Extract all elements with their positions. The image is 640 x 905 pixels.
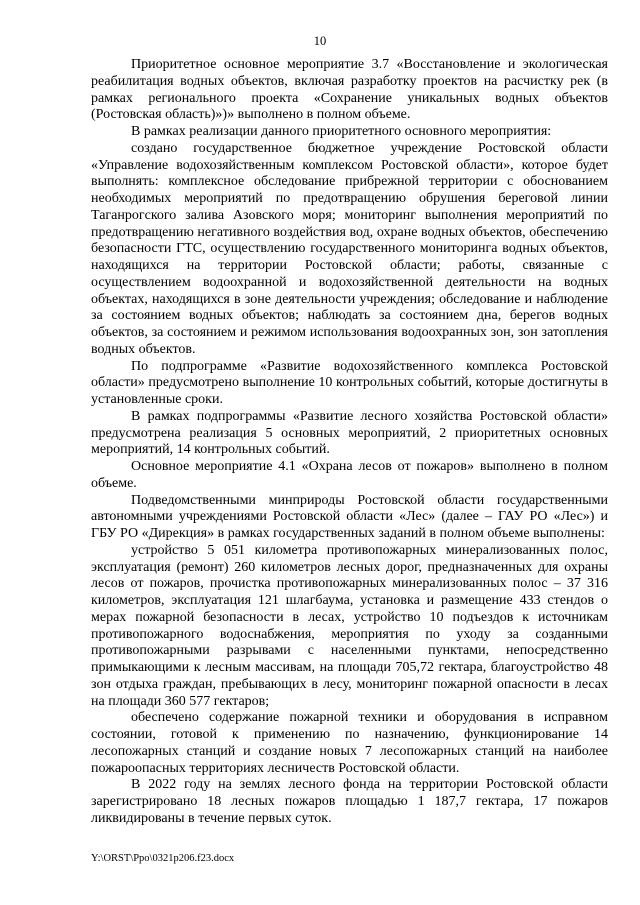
paragraph-water-subprogram: По подпрограмме «Развитие водохозяйственного комплекса Ростовской области» предусмотрено выполнение 10 контрольных событий, которые достигнуты в установленные сроки. [91, 358, 608, 407]
footer-file-path: Y:\ORST\Ppo\0321p206.f23.docx [91, 853, 235, 864]
paragraph-fire-equipment: обеспечено содержание пожарной техники и оборудования в исправном состоянии, готовой к применению по назначению, функционирование 14 лесопожарных станций и создание новых 7 лесопожарных станций на наиболее пожароопасных территориях лесничеств Ростовской области. [91, 710, 608, 776]
paragraph-subordinate-institutions: Подведомственными минприроды Ростовской области государственными автономными учреждениями Ростовской области «Лес» (далее – ГАУ РО «Лес») и ГБУ РО «Дирекция» в рамках государственных заданий в полном объеме выполнены: [91, 492, 608, 541]
document-body [91, 57, 608, 828]
paragraph-fires-2022: В 2022 году на землях лесного фонда на территории Ростовской области зарегистрировано 18 лесных пожаров площадью 1 187,7 гектара, 17 пожаров ликвидированы в течение первых суток. [91, 777, 608, 826]
paragraph-measure-4-1: Основное мероприятие 4.1 «Охрана лесов от пожаров» выполнено в полном объеме. [91, 459, 608, 491]
paragraph-institution-created: создано государственное бюджетное учреждение Ростовской области «Управление водохозяйственным комплексом Ростовской области», которое будет выполнять: комплексное обследование прибрежной территории с обоснованием необходимых мероприятий по предотвращению обрушения береговой линии Таганрогского залива Азовского моря; мониторинг выполнения мероприятий по предотвращению негативного воздействия вод, охране водных объектов, обеспечению безопасности ГТС, осуществлению государственного мониторинга водных объектов, находящихся на территории Ростовской области; работы, связанные с осуществлением водоохранной и водохозяйственной деятельности на водных объектах, находящихся в зоне деятельности учреждения; обследование и наблюдение за состоянием водных объектов; наблюдать за состоянием дна, берегов водных объектов, за состоянием и режимом использования водоохранных зон, зон затопления водных объектов. [91, 140, 608, 357]
paragraph-implementation-intro: В рамках реализации данного приоритетного основного мероприятия: [131, 124, 552, 139]
page-number: 10 [313, 34, 327, 48]
paragraph-measure-3-7: Приоритетное основное мероприятие 3.7 «Восстановление и экологическая реабилитация водных объектов, включая разработку проектов на расчистку рек (в рамках регионального проекта «Сохранение уникальных водных объектов (Ростовская область)»)» выполнено в полном объеме. [91, 57, 608, 123]
paragraph-forest-subprogram: В рамках подпрограммы «Развитие лесного хозяйства Ростовской области» предусмотрена реализация 5 основных мероприятий, 2 приоритетных основных мероприятий, 14 контрольных событий. [91, 408, 608, 458]
paragraph-fire-works-list: устройство 5 051 километра противопожарных минерализованных полос, эксплуатация (ремонт) 260 километров лесных дорог, предназначенных для охраны лесов от пожаров, прочистка противопожарных минерализованных полос – 37 316 километров, эксплуатация 121 шлагбаума, установка и размещение 433 стендов о мерах пожарной безопасности в лесах, устройство 10 подъездов к источникам противопожарного водоснабжения, мероприятия по уходу за созданными противопожарными разрывами с населенными пунктами, непосредственно примыкающими к лесным массивам, на площади 705,72 гектара, благоустройство 48 зон отдыха граждан, пребывающих в лесу, мониторинг пожарной опасности в лесах на площади 360 577 гектаров; [91, 542, 608, 709]
